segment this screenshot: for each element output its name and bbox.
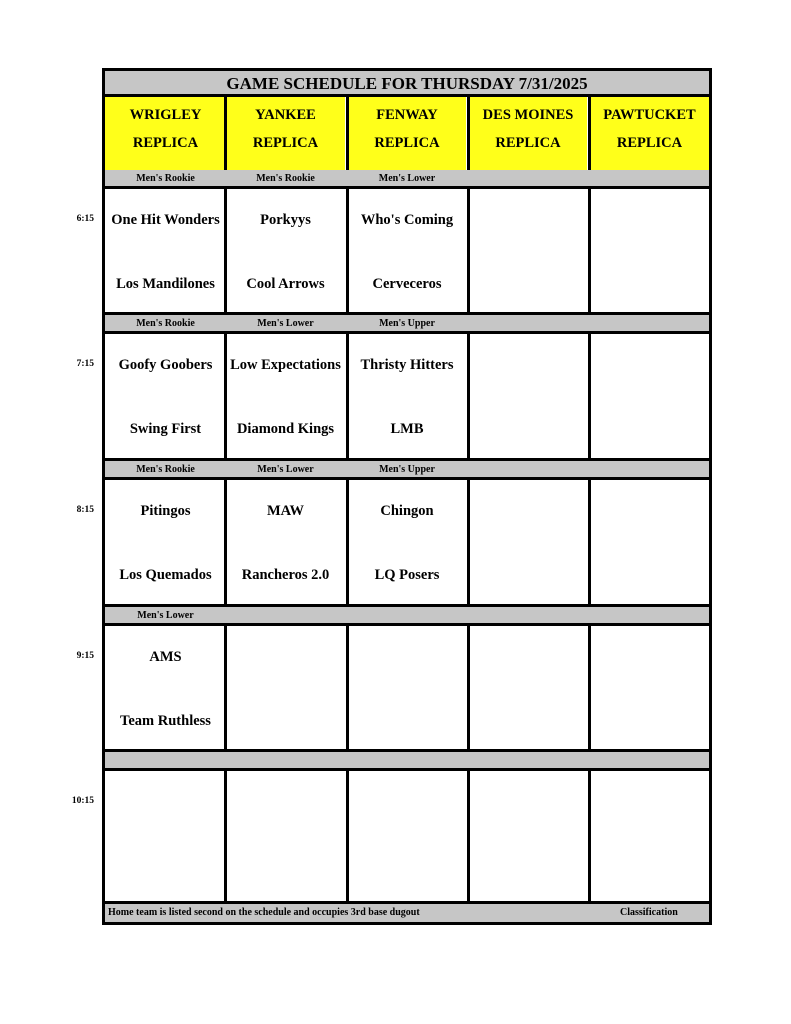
footer-note: Home team is listed second on the schedule and occupies 3rd base dugout <box>108 907 420 918</box>
home-team: Cerveceros <box>372 276 442 292</box>
home-team: Swing First <box>129 421 202 437</box>
field-header <box>590 97 709 173</box>
home-team: Rancheros 2.0 <box>241 567 330 583</box>
time-label: 8:15 <box>76 505 94 515</box>
classification-label <box>469 753 587 769</box>
classification-label <box>469 608 587 624</box>
field-header <box>226 97 345 173</box>
classification-label: Men's Rookie <box>256 173 315 184</box>
away-team: Who's Coming <box>360 212 454 228</box>
time-label: 10:15 <box>71 796 94 806</box>
classification-label <box>226 608 345 624</box>
time-label: 7:15 <box>76 359 94 369</box>
classification-label: Men's Rookie <box>136 173 195 184</box>
away-team: Pitingos <box>140 503 191 519</box>
field-subtitle: REPLICA <box>495 135 561 151</box>
field-name: PAWTUCKET <box>603 107 696 123</box>
classification-label <box>590 171 709 187</box>
classification-label <box>105 753 226 769</box>
classification-label <box>348 608 466 624</box>
classification-label <box>469 462 587 478</box>
away-team: Chingon <box>380 503 434 519</box>
footer-bar <box>105 901 709 922</box>
column-divider <box>467 97 470 901</box>
classification-label <box>590 608 709 624</box>
classification-label: Men's Lower <box>137 610 194 621</box>
field-header <box>348 97 466 173</box>
classification-label <box>226 753 345 769</box>
field-header <box>105 97 226 173</box>
classification-label <box>590 462 709 478</box>
classification-label: Men's Upper <box>379 318 435 329</box>
classification-label <box>590 316 709 332</box>
footer-classification: Classification <box>620 907 678 918</box>
field-subtitle: REPLICA <box>616 135 683 151</box>
away-team: Low Expectations <box>230 357 341 373</box>
field-header <box>469 97 587 173</box>
home-team: LMB <box>390 421 424 437</box>
classification-label <box>469 171 587 187</box>
away-team: MAW <box>266 503 305 519</box>
classification-label: Men's Lower <box>257 318 314 329</box>
classification-label <box>469 316 587 332</box>
classification-label: Men's Lower <box>257 464 314 475</box>
field-subtitle: REPLICA <box>374 135 440 151</box>
home-team: Team Ruthless <box>120 713 211 729</box>
home-team: Los Mandilones <box>116 276 215 292</box>
column-divider <box>588 97 591 901</box>
field-subtitle: REPLICA <box>252 135 319 151</box>
home-team: Cool Arrows <box>246 276 325 292</box>
home-team: LQ Posers <box>374 567 440 583</box>
away-team: Thristy Hitters <box>360 357 454 373</box>
field-name: DES MOINES <box>482 107 574 123</box>
classification-label: Men's Lower <box>378 173 436 184</box>
field-subtitle: REPLICA <box>132 135 199 151</box>
away-team: AMS <box>149 649 182 665</box>
classification-label <box>590 753 709 769</box>
time-label: 9:15 <box>76 651 94 661</box>
away-team: One Hit Wonders <box>111 212 220 228</box>
classification-label: Men's Upper <box>379 464 435 475</box>
field-name: WRIGLEY <box>129 107 202 123</box>
home-team: Diamond Kings <box>236 421 335 437</box>
schedule-sheet <box>102 68 712 925</box>
field-name: FENWAY <box>376 107 438 123</box>
field-name: YANKEE <box>255 107 316 123</box>
classification-label <box>348 753 466 769</box>
away-team: Goofy Goobers <box>118 357 213 373</box>
away-team: Porkyys <box>260 212 311 228</box>
time-label: 6:15 <box>76 214 94 224</box>
classification-label: Men's Rookie <box>136 464 195 475</box>
home-team: Los Quemados <box>119 567 212 583</box>
schedule-title: GAME SCHEDULE FOR THURSDAY 7/31/2025 <box>105 71 709 97</box>
classification-label: Men's Rookie <box>136 318 195 329</box>
